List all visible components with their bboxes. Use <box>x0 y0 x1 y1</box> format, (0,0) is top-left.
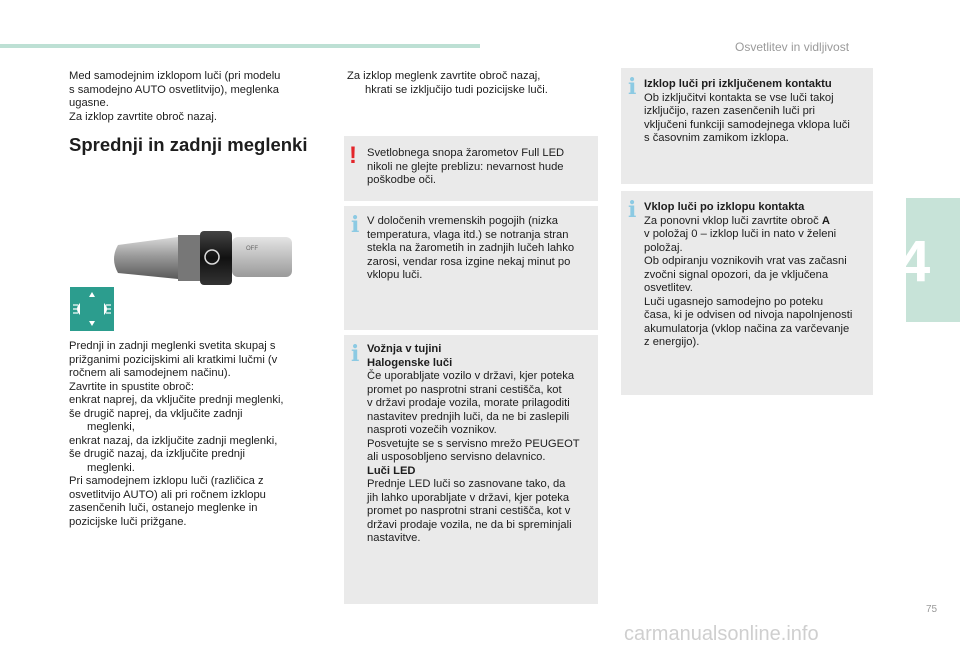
info-box-switch-off: i Izklop luči pri izključenem kontaktu Ob izključitvi kontakta se vse luči takoj izključijo, razen zasenčenih luči pri vključeni funkciji samodejnega vklopa luči s časovnim zamikom izklopa. <box>621 68 873 184</box>
info-icon: i <box>351 341 360 367</box>
list-item: enkrat nazaj, da izključite zadnji meglenki, <box>69 434 278 447</box>
intro-line: ugasne. <box>69 97 109 109</box>
warning-box: ! Svetlobnega snopa žarometov Full LED nikoli ne glejte preblizu: nevarnost hude poškodbe oči. <box>344 136 598 201</box>
list-item: še drugič nazaj, da izključite prednji <box>69 448 245 460</box>
top-accent-bar <box>0 44 480 48</box>
svg-text:OFF: OFF <box>246 246 258 252</box>
page-title: Sprednji in zadnji meglenki <box>69 134 308 155</box>
watermark: carmanualsonline.info <box>624 623 819 645</box>
section-header: Osvetlitev in vidljivost <box>735 40 850 54</box>
fog-off-instruction: Za izklop meglenk zavrtite obroč nazaj, hkrati se izključijo tudi pozicijske luči. <box>347 70 548 96</box>
intro-bullet: Za izklop zavrtite obroč nazaj. <box>69 110 217 123</box>
info-box-abroad: i Vožnja v tujini Halogenske luči Če uporabljate vozilo v državi, kjer poteka promet po nasprotni strani cestišča, kot v državi prodaje vozila, morate prilagoditi nastavitev prednjih luči, da ne bi zaslepili nasproti vozečih voznikov. Posvetujte se s servisno mrežo PEUGEOT ali usposobljeno servisno delavnico. Luči LED Prednje LED luči so zasnovane tako, da jih lahko uporabljate v državi, kjer poteka promet po nasprotni strani cestišča, kot v državi prodaje vozila, ne da bi spreminjali nastavitve. <box>344 335 598 604</box>
intro-line: s samodejno AUTO osvetlitvijo), meglenka <box>69 83 279 96</box>
info-icon: i <box>351 212 360 238</box>
info-box-switch-on: i Vklop luči po izklopu kontakta Za ponovni vklop luči zavrtite obroč A v položaj 0 – izklop luči in nato v želeni položaj. Ob odpiranju voznikovih vrat vas začasni zvočni signal opozori, da je vključena osvetlitev. Luči ugasnejo samodejno po poteku časa, ki je odvisen od nivoja napolnjenosti akumulatorja (vklop načina za varčevanje z energijo). <box>621 191 873 395</box>
lighting-stalk-image <box>108 223 298 295</box>
info-icon: i <box>628 197 637 223</box>
list-item: enkrat naprej, da vključite prednji meglenki, <box>69 394 284 406</box>
warning-icon: ! <box>349 142 357 169</box>
intro-text <box>69 70 280 124</box>
intro-line: Med samodejnim izklopom luči (pri modelu <box>69 70 281 82</box>
fog-lamp-icon <box>70 287 114 331</box>
info-icon: i <box>628 74 637 100</box>
fog-lamp-description: Prednji in zadnji meglenki svetita skupaj s prižganimi pozicijskimi ali kratkimi lučmi (v ročnem ali samodejnem načinu). Zavrtite in spustite obroč: enkrat naprej, da vključite prednji meglenki, še drugič naprej, da vključite zadnji meglenki, enkrat nazaj, da izključite zadnji meglenki, še drugič nazaj, da izključite prednji meglenki. Pri samodejnem izklopu luči (različica z osvetlitvijo AUTO) ali pri ročnem izklopu zasenčenih luči, ostanejo meglenke in pozicijske luči prižgane. <box>69 340 284 528</box>
page-number: 75 <box>926 604 938 615</box>
info-box-condensation: i V določenih vremenskih pogojih (nizka temperatura, vlaga itd.) se notranja stran stekla na žarometih in zadnjih lučeh lahko zarosi, vendar rosa izgine nekaj minut po vklopu luči. <box>344 206 598 330</box>
list-item: še drugič naprej, da vključite zadnji <box>69 407 243 420</box>
chapter-number: 4 <box>898 229 931 294</box>
